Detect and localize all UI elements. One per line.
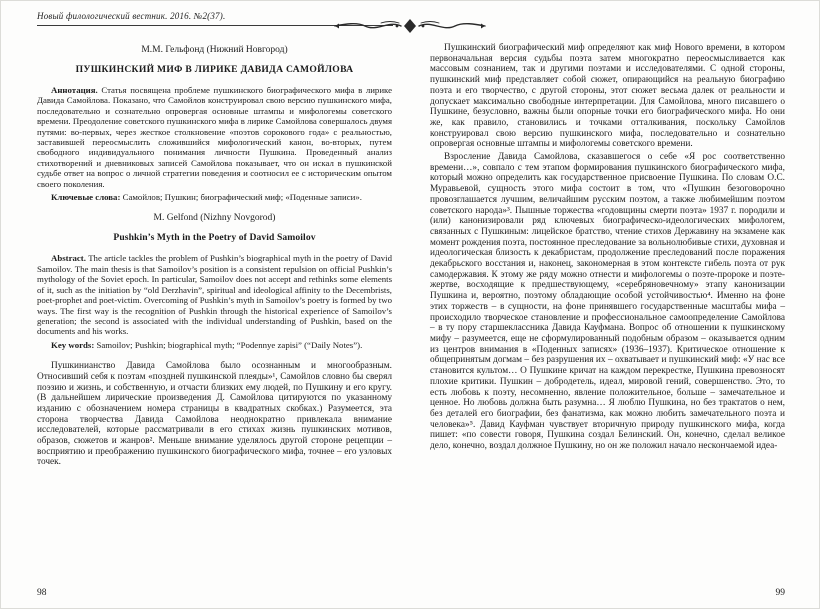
ornament-icon	[329, 18, 491, 34]
page-right	[410, 37, 819, 608]
abstract-paragraph	[37, 253, 392, 336]
body-paragraph: Взросление Давида Самойлова, сказавшегося о себе «Я рос соответственно времени…», совпало с тем этапом формирования пушкинского биографического мифа, который можно определить как государственное присвоение Пушкина. По словам О.С. Муравьевой, сущность этого мифа состоит в том, что «Пушкин безоговорочно провозглашается лучшим, величайшим русским поэтом, а также любимейшим поэтом советского народа»³. Пышные торжества «годовщины смерти поэта» 1937 г. породили и (или) канонизировали ряд ключевых биографическо-идеологических мифологем, связанных с Пушкиным: лицейское братство, чтение стихов Державину на экзамене как момент рождения поэта, постоянное преследование за вольнолюбивые стихи, духовная и идеологическая близость к декабристам, продолжение преследований после поражения декабрьского восстания и, наконец, закономерная в этом контексте гибель поэта от рук самодержавия. К этому же ряду можно отнести и мифологемы о поэте-пророке и поэте-жертве, восходящие к предшествующему, «серебряновечному» этапу канонизации Пушкина и, вероятно, поэтому обладающие особой устойчивостью⁴. Именно на фоне этих торжеств – в сущности, на фоне принявшего государственные масштабы мифа – происходило творческое становление и профессиональное самоопределение Самойлова – в ту пору старшеклассника Давида Кауфмана. Вопрос об отношении к пушкинскому мифу – разумеется, еще не сформулированный подобным образом – оказывается одним из центров внимания в «Поденных записях» (1936–1937). Критическое отношение к общепринятым догмам – без разрушения их – охватывает и пушкинский миф: «У нас все становится культом… О Пушкине кричат на каждом перекрестке, Пушкина превозносят плохие критики. Пушкин – добродетель, идеал, мировой гений, совершенство. Это, то есть любовь к поэту, несомненно, явление положительное, больше – замечательное и ценное. Но любовь должна быть разумна… Я люблю Пушкина, но без трактатов о нем, без деталей его биографии, без фанатизма, как можно любить замечательного поэта и человека»⁵. Давид Кауфман чувствует вторичную природу пушкинского мифа, когда пишет: «по совести говоря, Пушкина создал Белинский. Он, конечно, сделал великое дело, конечно, воздал должное Пушкину, но он же положил начало нескончаемой идеа-	[430, 152, 785, 452]
author-line-ru: М.М. Гельфонд (Нижний Новгород)	[141, 45, 288, 55]
keywords-en-paragraph	[37, 340, 392, 350]
page-left	[1, 37, 410, 608]
annotation-label: Аннотация.	[51, 85, 98, 95]
keywords-label: Ключевые слова:	[51, 192, 121, 203]
article-title-ru: ПУШКИНСКИЙ МИФ В ЛИРИКЕ ДАВИДА САМОЙЛОВА	[75, 64, 354, 75]
keywords-en-text: Samoilov; Pushkin; biographical myth; “Podennye zapisi” (“Daily Notes”).	[96, 339, 363, 350]
keywords-text: Самойлов; Пушкин; биографический миф; «Поденные записи».	[122, 192, 362, 203]
article-title-en: Pushkin’s Myth in the Poetry of David Samoilov	[113, 232, 316, 244]
journal-title: Новый филологический вестник. 2016. №2(37).	[37, 11, 226, 21]
annotation-paragraph	[37, 85, 392, 189]
abstract-text: The article tackles the problem of Pushkin’s biographical myth in the poetry of David Samoilov. The main thesis is that Samoilov’s position is a consistent repulsion on official Pushkin’s mythology of the Soviet epoch. In particular, Samoilov does not accept and rethinks some elements of it, such as the initiation by “old Derzhavin”, spiritual and ideological affinity to the Decembrists, poet-prophet and poet-victim. Overcoming of Pushkin’s myth in Samoilov’s poetry is formed by two ways. The first way is the recognition of Pushkin through the historical experience of Samoilov’s generation; the second is associated with the individual understanding of Pushkin, based on the documents and his works.	[37, 253, 393, 337]
pages-container	[1, 37, 819, 608]
abstract-label: Abstract.	[51, 253, 86, 264]
ornament-divider	[329, 18, 491, 34]
author-line-en: M. Gelfond (Nizhny Novgorod)	[153, 213, 276, 224]
keywords-en-label: Key words:	[51, 339, 95, 350]
body-paragraph: Пушкинианство Давида Самойлова было осознанным и многообразным. Относивший себя к поэтам «поздней пушкинской плеяды»¹, Самойлов словно бы сверял поэзию и жизнь, и собственную, и отчасти близких ему людей, по Пушкину и его кругу. (В дальнейшем лирические произведения Д. Самойлова цитируются по указанному изданию с обозначением номера страницы в квадратных скобках.) Разумеется, эта сторона творчества Давида Самойлова неоднократно привлекала внимание исследователей, которые рассматривали в его стихах жизнь пушкинских мотивов, образов, сюжетов и жанров². Меньше внимание уделялось другой стороне рецепции – восприятию и преображению пушкинского биографического мифа, точнее – его узловых точек.	[37, 361, 392, 468]
annotation-text: Статья посвящена проблеме пушкинского биографического мифа в лирике Давида Самойлова. Показано, что Самойлов конструировал свою версию пушкинского мифа, последовательно и сознательно опровергая основные штампы и мифологемы советского времени. Преодоление советского пушкинского мифа в лирике Самойлова совершалось двумя путями: во-первых, через жесткое столкновение «поэтов сорокового года» с реальностью, заставившей переосмыслить сложившийся мифологический канон, во-вторых, путем свободного индивидуального понимания личности Пушкина. Проведенный анализ стихотворений и дневниковых записей Самойлова показывает, что он искал в пушкинской судьбе ответ на вопрос о личной стратегии поведения и соотносил ее с историческим опытом своего поколения.	[37, 85, 392, 189]
page-number-right: 99	[775, 588, 785, 598]
page-number-left: 98	[37, 588, 47, 598]
body-paragraph: Пушкинский биографический миф определяют как миф Нового времени, в котором первоначальная версия судьбы поэта затем многократно переосмысливается как массовым сознанием, так и другими поэтами и исследователями. С одной стороны, пушкинский миф представляет собой сюжет, опирающийся на реальную биографию поэта и его творчество, с другой стороны, этот сюжет весьма далек от реальности и допускает максимально свободные интерпретации. Для Самойлова, много писавшего о Пушкине, безусловно, важны были опорные точки его биографического мифа. Но они же, как правило, становились и точками отталкивания, поскольку Самойлов конструировал свою версию пушкинского мифа, последовательно и сознательно опровергая основные штампы и мифологемы советского времени.	[430, 43, 785, 150]
keywords-paragraph	[37, 192, 392, 202]
